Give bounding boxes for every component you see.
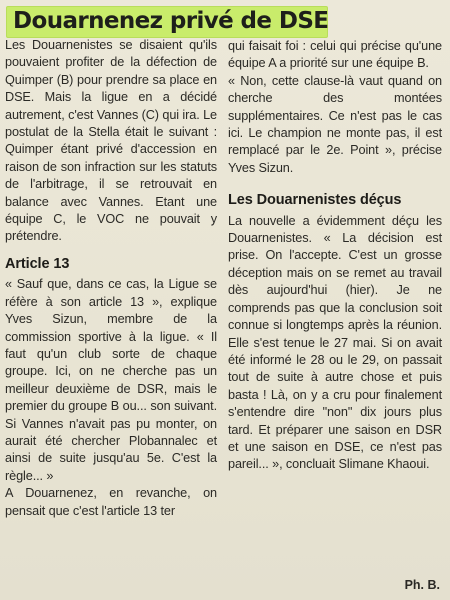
article-13-paragraph: « Sauf que, dans ce cas, la Ligue se réfère à son article 13 », explique Yves Sizun, membre de la commission sportive à la ligue. « Il faut qu'un club sorte de chaque groupe. Ici, on ne cherche pas un meilleur deuxième de DSR, mais le premier du groupe B ou... son suivant. Si Vannes n'avait pas pu monter, on aurait été chercher Plobannalec et ainsi de suite jusqu'au 5e. C'est la règle... » (5, 277, 217, 483)
headline-text: Douarnenez privé de DSE (13, 8, 329, 34)
subhead-article-13: Article 13 (5, 255, 70, 272)
continuation-paragraph: qui faisait foi : celui qui précise qu'une équipe A a priorité sur une équipe B. (228, 39, 442, 71)
subhead-douarnenistes-decus: Les Douarnenistes déçus (228, 192, 402, 209)
quote-paragraph: « Non, cette clause-là vaut quand on cherche des montées supplémentaires. Ce n'est pas le cas ici. Le champion ne monte pas, il est remplacé par le 2e. Point », précise Yves Sizun. (228, 73, 442, 175)
right-column (228, 38, 442, 474)
intro-paragraph: Les Douarnenistes se disaient qu'ils pouvaient profiter de la défection de Quimper (B) pour prendre sa place en DSE. Mais la ligue en a décidé autrement, c'est Vannes (C) qui ira. Le postulat de la Stella était le suivant : Quimper étant privé d'accession en raison de son infraction sur les statuts de l'arbitrage, il se retrouvait en balance avec Vannes. Etant une équipe C, le VOC ne pouvait y prétendre. (5, 38, 217, 244)
left-column (5, 37, 217, 520)
douarnenistes-paragraph: La nouvelle a évidemment déçu les Douarnenistes. « La décision est prise. On l'accepte. C'est un grosse déception mais on se remet au travail dès aujourd'hui (hier). Je ne comprends pas que la conclusion soit connue si longtemps après la réunion. Elle s'est tenue le 27 mai. Si on avait été informé le 28 ou le 29, on passait tout de suite à autre chose et puis basta ! Là, on y a cru pour finalement s'entendre dire "non" dix jours plus tard. Et préparer une saison en DSR et une saison en DSE, ce n'est pas pareil... », concluait Slimane Khaoui. (228, 213, 442, 472)
author-signature: Ph. B. (404, 578, 440, 592)
left-tail-paragraph: A Douarnenez, en revanche, on pensait que c'est l'article 13 ter (5, 486, 217, 518)
headline-banner (6, 6, 328, 38)
